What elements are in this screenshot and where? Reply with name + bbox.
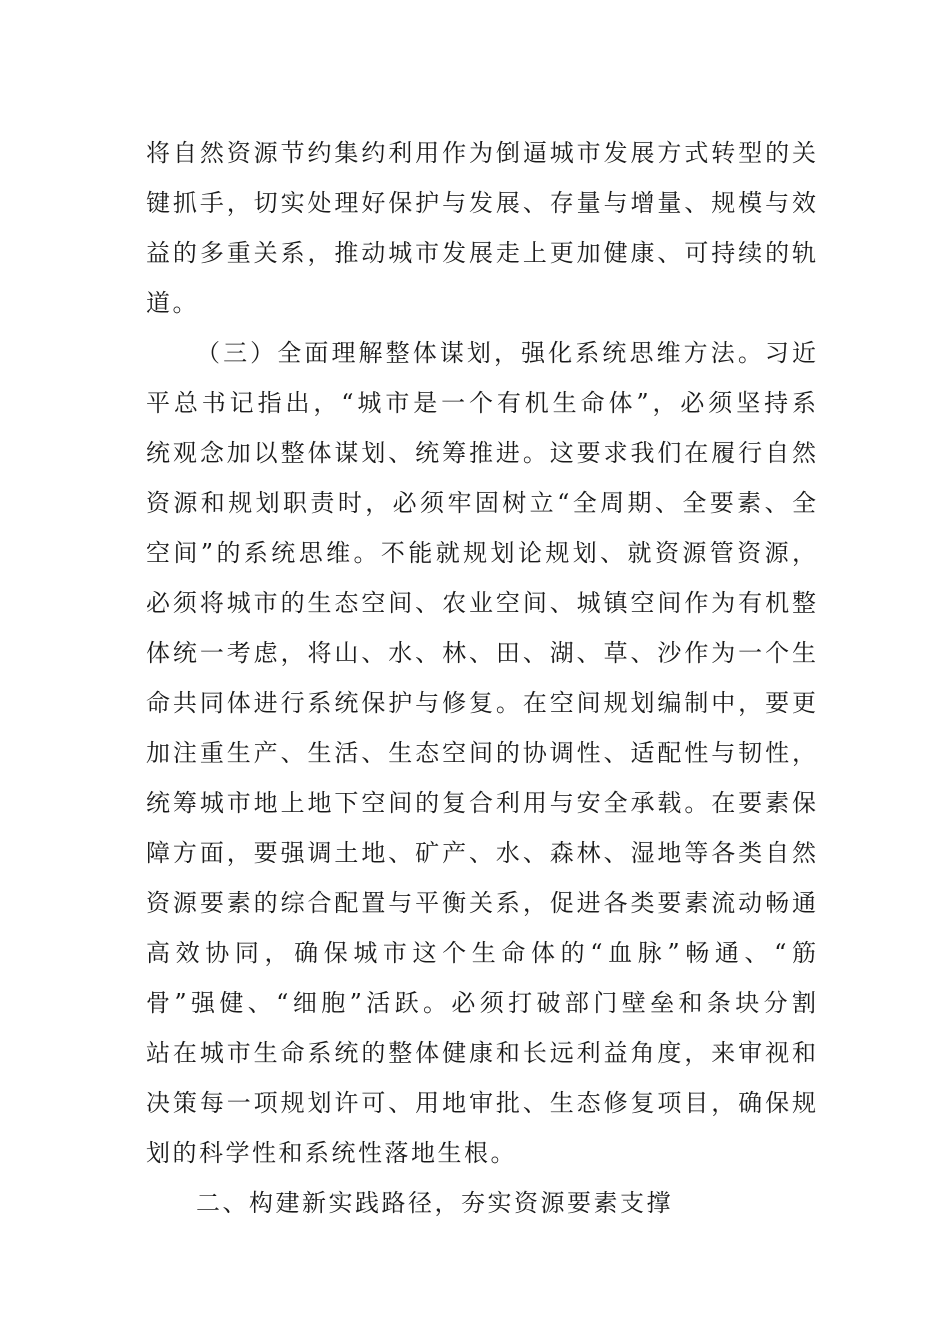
paragraph-2-line-14: 骨”强健、“细胞”活跃。必须打破部门壁垒和条块分割 — [146, 989, 816, 1017]
section-heading: 二、构建新实践路径，夯实资源要素支撑 — [196, 1189, 673, 1217]
paragraph-2-line-11: 障方面，要强调土地、矿产、水、森林、湿地等各类自然 — [146, 839, 816, 867]
paragraph-2-line-17: 划的科学性和系统性落地生根。 — [146, 1139, 517, 1167]
paragraph-2-line-12: 资源要素的综合配置与平衡关系，促进各类要素流动畅通 — [146, 889, 816, 917]
paragraph-1-line-2: 键抓手，切实处理好保护与发展、存量与增量、规模与效 — [146, 189, 816, 217]
paragraph-2-line-1: （三）全面理解整体谋划，强化系统思维方法。习近 — [196, 339, 816, 367]
paragraph-2-line-2: 平总书记指出，“城市是一个有机生命体”，必须坚持系 — [146, 389, 816, 417]
paragraph-2-line-15: 站在城市生命系统的整体健康和长远利益角度，来审视和 — [146, 1039, 816, 1067]
paragraph-1-line-1: 将自然资源节约集约利用作为倒逼城市发展方式转型的关 — [146, 139, 816, 167]
paragraph-1-line-3: 益的多重关系，推动城市发展走上更加健康、可持续的轨 — [146, 239, 816, 267]
paragraph-2-line-6: 必须将城市的生态空间、农业空间、城镇空间作为有机整 — [146, 589, 816, 617]
paragraph-2-line-4: 资源和规划职责时，必须牢固树立“全周期、全要素、全 — [146, 489, 816, 517]
paragraph-2-line-9: 加注重生产、生活、生态空间的协调性、适配性与韧性， — [146, 739, 816, 767]
paragraph-2-line-8: 命共同体进行系统保护与修复。在空间规划编制中，要更 — [146, 689, 816, 717]
paragraph-2-line-10: 统筹城市地上地下空间的复合利用与安全承载。在要素保 — [146, 789, 816, 817]
paragraph-2-line-16: 决策每一项规划许可、用地审批、生态修复项目，确保规 — [146, 1089, 816, 1117]
paragraph-2-line-7: 体统一考虑，将山、水、林、田、湖、草、沙作为一个生 — [146, 639, 816, 667]
paragraph-2-line-3: 统观念加以整体谋划、统筹推进。这要求我们在履行自然 — [146, 439, 816, 467]
paragraph-2-line-5: 空间”的系统思维。不能就规划论规划、就资源管资源， — [146, 539, 816, 567]
paragraph-2-line-13: 高效协同，确保城市这个生命体的“血脉”畅通、“筋 — [146, 939, 816, 967]
paragraph-1-line-4: 道。 — [146, 289, 199, 317]
